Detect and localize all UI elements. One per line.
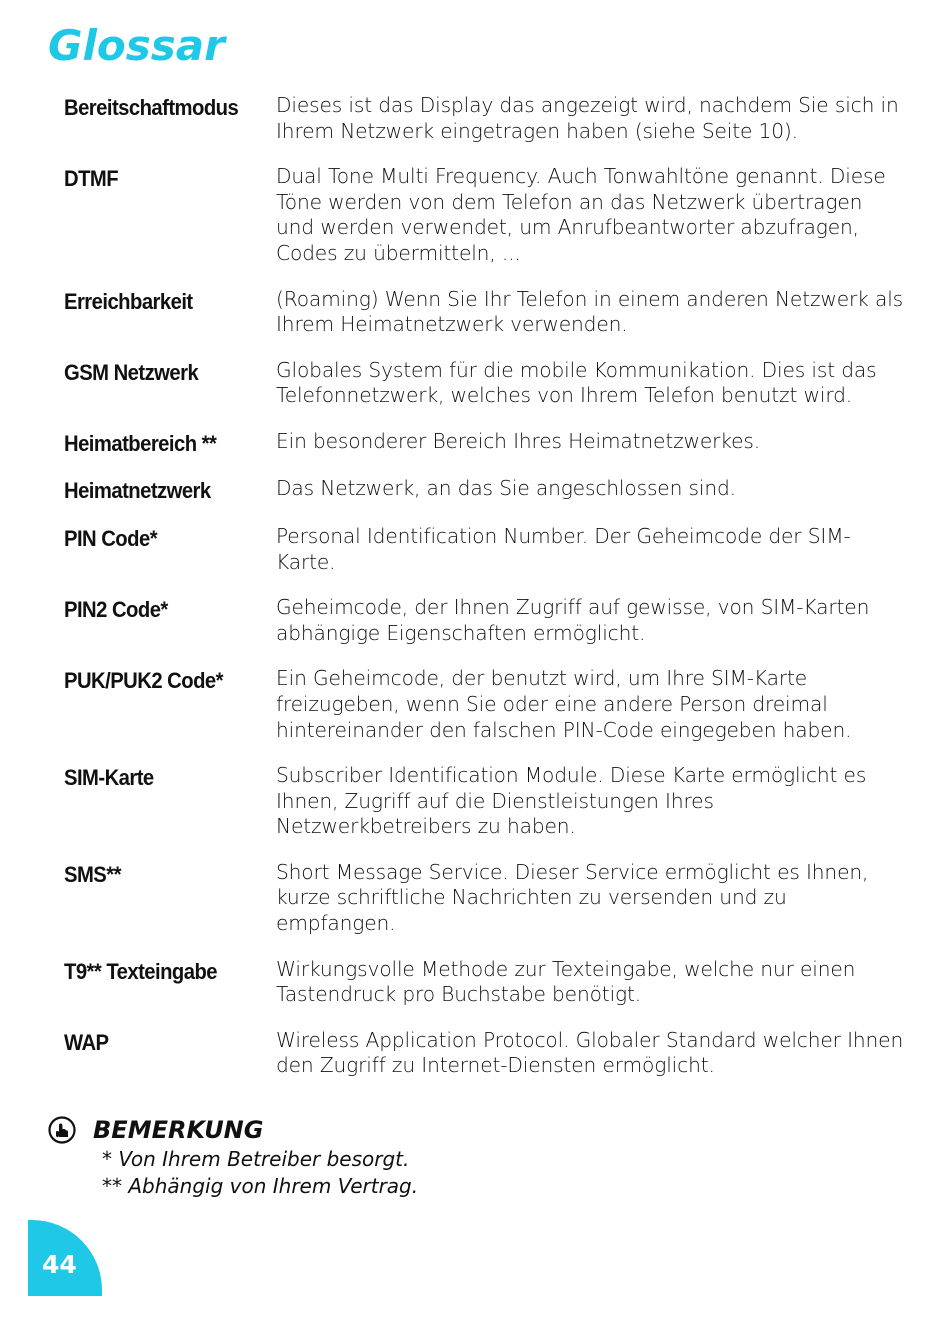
glossary-term: DTMF xyxy=(64,166,119,192)
glossary-definition: Ein besonderer Bereich Ihres Heimatnetzwerkes. xyxy=(276,428,761,453)
note-box xyxy=(48,1116,648,1199)
glossary-entry xyxy=(64,1028,904,1079)
glossary-term: T9** Texteingabe xyxy=(64,958,218,984)
page-number: 44 xyxy=(42,1250,77,1279)
glossary-term: Heimatbereich ** xyxy=(64,430,217,456)
glossary-term: PUK/PUK2 Code* xyxy=(64,668,223,694)
glossary-definition: Wireless Application Protocol. Globaler Standard welcher Ihnen den Zugriff zu Internet-Diensten ermöglicht. xyxy=(276,1027,904,1078)
glossary-entry xyxy=(64,957,904,1008)
glossary-definition: (Roaming) Wenn Sie Ihr Telefon in einem anderen Netzwerk als Ihrem Heimatnetzwerk verwenden. xyxy=(276,286,904,337)
glossary-definition: Short Message Service. Dieser Service ermöglicht es Ihnen, kurze schriftliche Nachrichten zu versenden und zu empfangen. xyxy=(276,859,869,936)
glossary-term: Erreichbarkeit xyxy=(64,288,193,314)
glossary-definition: Dual Tone Multi Frequency. Auch Tonwahltöne genannt. Diese Töne werden von dem Telefon an das Netzwerk übertragen und werden verwendet, um Anrufbeantworter abzufragen, Codes zu übermitteln, ... xyxy=(276,164,886,265)
glossary-term: SIM-Karte xyxy=(64,765,154,791)
note-line: ** Abhängig von Ihrem Vertrag. xyxy=(102,1173,419,1198)
note-header xyxy=(48,1116,648,1144)
glossary-entry xyxy=(64,93,904,144)
glossary-definition: Dieses ist das Display das angezeigt wird, nachdem Sie sich in Ihrem Netzwerk eingetragen haben (siehe Seite 10). xyxy=(276,93,899,143)
glossary-definition: Geheimcode, der Ihnen Zugriff auf gewisse, von SIM-Karten abhängige Eigenschaften ermöglicht. xyxy=(276,595,870,645)
note-lines xyxy=(102,1146,648,1199)
glossary-definition: Globales System für die mobile Kommunikation. Dies ist das Telefonnetzwerk, welches von Ihrem Telefon benutzt wird. xyxy=(276,357,877,408)
glossary-term: WAP xyxy=(64,1029,109,1055)
glossary-entry xyxy=(64,358,904,409)
glossary-entry xyxy=(64,524,904,575)
glossary-term: PIN Code* xyxy=(64,525,158,551)
glossary-term: Heimatnetzwerk xyxy=(64,478,211,504)
glossary-definition: Ein Geheimcode, der benutzt wird, um Ihre SIM-Karte freizugeben, wenn Sie oder eine andere Person dreimal hintereinander den falschen PIN-Code eingegeben haben. xyxy=(276,666,852,742)
glossary-entry xyxy=(64,476,904,504)
glossary-entry xyxy=(64,860,904,937)
glossary-definition: Das Netzwerk, an das Sie angeschlossen sind. xyxy=(276,476,736,501)
note-line: * Von Ihrem Betreiber besorgt. xyxy=(102,1147,410,1171)
glossary-list xyxy=(64,93,904,1099)
hand-pointer-icon xyxy=(48,1116,76,1144)
note-title: BEMERKUNG xyxy=(93,1116,264,1144)
glossary-term: PIN2 Code* xyxy=(64,597,168,623)
glossary-definition: Personal Identification Number. Der Geheimcode der SIM-Karte. xyxy=(276,523,851,574)
glossary-entry xyxy=(64,666,904,743)
glossary-entry xyxy=(64,287,904,338)
glossary-entry xyxy=(64,164,904,266)
glossary-term: SMS** xyxy=(64,861,121,887)
glossary-term: Bereitschaftmodus xyxy=(64,95,239,120)
page-title: Glossar xyxy=(48,21,225,70)
glossary-definition: Subscriber Identification Module. Diese Karte ermöglicht es Ihnen, Zugriff auf die Dienstleistungen Ihres Netzwerkbetreibers zu haben. xyxy=(276,763,867,839)
glossary-term: GSM Netzwerk xyxy=(64,359,199,385)
glossary-entry xyxy=(64,595,904,646)
glossary-entry xyxy=(64,429,904,457)
glossary-definition: Wirkungsvolle Methode zur Texteingabe, welche nur einen Tastendruck pro Buchstabe benötigt. xyxy=(276,956,856,1007)
glossary-entry xyxy=(64,763,904,840)
